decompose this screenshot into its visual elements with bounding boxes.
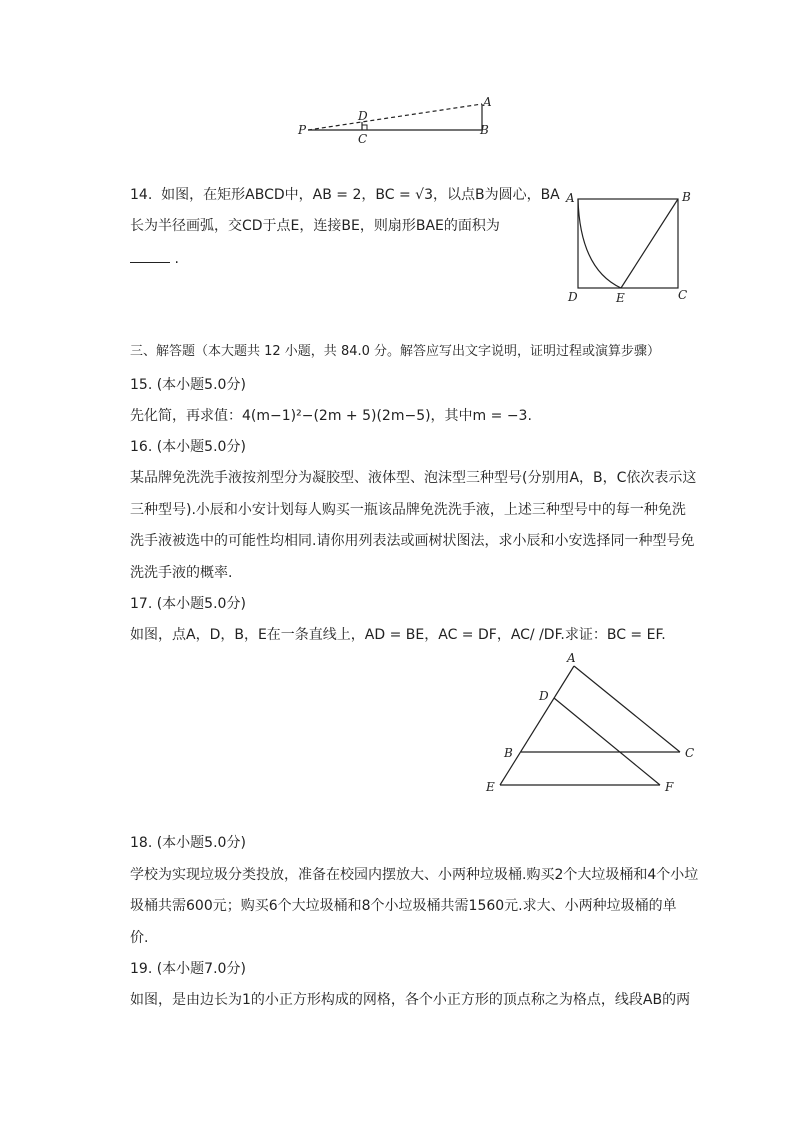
answer-blank[interactable]	[130, 248, 170, 263]
q15-body: 先化简，再求值：4(m−1)²−(2m + 5)(2m−5)，其中m = −3.	[130, 408, 532, 424]
label-d: D	[358, 109, 368, 123]
q19-body: 如图，是由边长为1的小正方形构成的网格，各个小正方形的顶点称之为格点，线段AB的两	[130, 992, 691, 1008]
label-d: D	[539, 689, 549, 703]
q16-line3: 洗手液被选中的可能性均相同.请你用列表法或画树状图法，求小辰和小安选择同一种型号免	[130, 533, 695, 549]
section3-title: 三、解答题（本大题共 12 小题，共 84.0 分。解答应写出文字说明，证明过程或演算步骤）	[130, 344, 661, 359]
label-e: E	[486, 780, 495, 794]
label-b: B	[480, 123, 489, 137]
q16-line2: 三种型号).小辰和小安计划每人购买一瓶该品牌免洗洗手液，上述三种型号中的每一种免洗	[130, 502, 686, 518]
q17-figure	[480, 648, 705, 798]
q14-figure	[560, 184, 700, 306]
q16-header: 16. (本小题5.0分)	[130, 439, 246, 455]
segment-df	[554, 698, 660, 785]
segment-be	[621, 199, 678, 288]
label-c: C	[678, 288, 688, 302]
q18-line2: 圾桶共需600元；购买6个大垃圾桶和8个小垃圾桶共需1560元.求大、小两种垃圾桶的单	[130, 898, 677, 914]
right-angle-mark	[362, 125, 367, 130]
label-a: A	[566, 191, 575, 205]
label-b: B	[504, 746, 513, 760]
q14-number: 14.	[130, 187, 153, 203]
q18-header: 18. (本小题5.0分)	[130, 835, 246, 851]
arc-ae	[578, 199, 621, 288]
label-a: A	[567, 651, 576, 665]
top-figure	[290, 92, 500, 148]
q14-line3	[130, 248, 179, 269]
label-c: C	[685, 746, 695, 760]
q14-line1	[130, 185, 560, 205]
line-pa-dashed	[308, 104, 482, 130]
segment-ac	[574, 666, 680, 752]
label-b: B	[682, 190, 691, 204]
q18-line3: 价.	[130, 930, 149, 946]
q14-line3-end: .	[174, 251, 179, 267]
q16-line4: 洗洗手液的概率.	[130, 565, 233, 581]
q14-text-1: 如图，在矩形ABCD中，AB = 2，BC = √3，以点B为圆心，BA	[161, 187, 560, 203]
q17-header: 17. (本小题5.0分)	[130, 596, 246, 612]
label-f: F	[665, 780, 674, 794]
q15-header: 15. (本小题5.0分)	[130, 377, 246, 393]
label-d: D	[568, 290, 578, 304]
rect-abcd	[578, 199, 678, 288]
label-e: E	[616, 291, 625, 305]
label-c: C	[358, 132, 368, 146]
label-p: P	[298, 123, 307, 137]
q19-header: 19. (本小题7.0分)	[130, 961, 246, 977]
q16-line1: 某品牌免洗洗手液按剂型分为凝胶型、液体型、泡沫型三种型号(分别用A，B，C依次表示这	[130, 470, 697, 486]
q14-line2: 长为半径画弧，交CD于点E，连接BE，则扇形BAE的面积为	[130, 218, 500, 234]
q18-line1: 学校为实现垃圾分类投放，准备在校园内摆放大、小两种垃圾桶.购买2个大垃圾桶和4个小垃	[130, 867, 699, 883]
segment-ae	[500, 666, 574, 785]
q17-body: 如图，点A，D，B，E在一条直线上，AD = BE，AC = DF，AC/ /DF.求证：BC = EF.	[130, 627, 666, 643]
label-a: A	[483, 95, 492, 109]
